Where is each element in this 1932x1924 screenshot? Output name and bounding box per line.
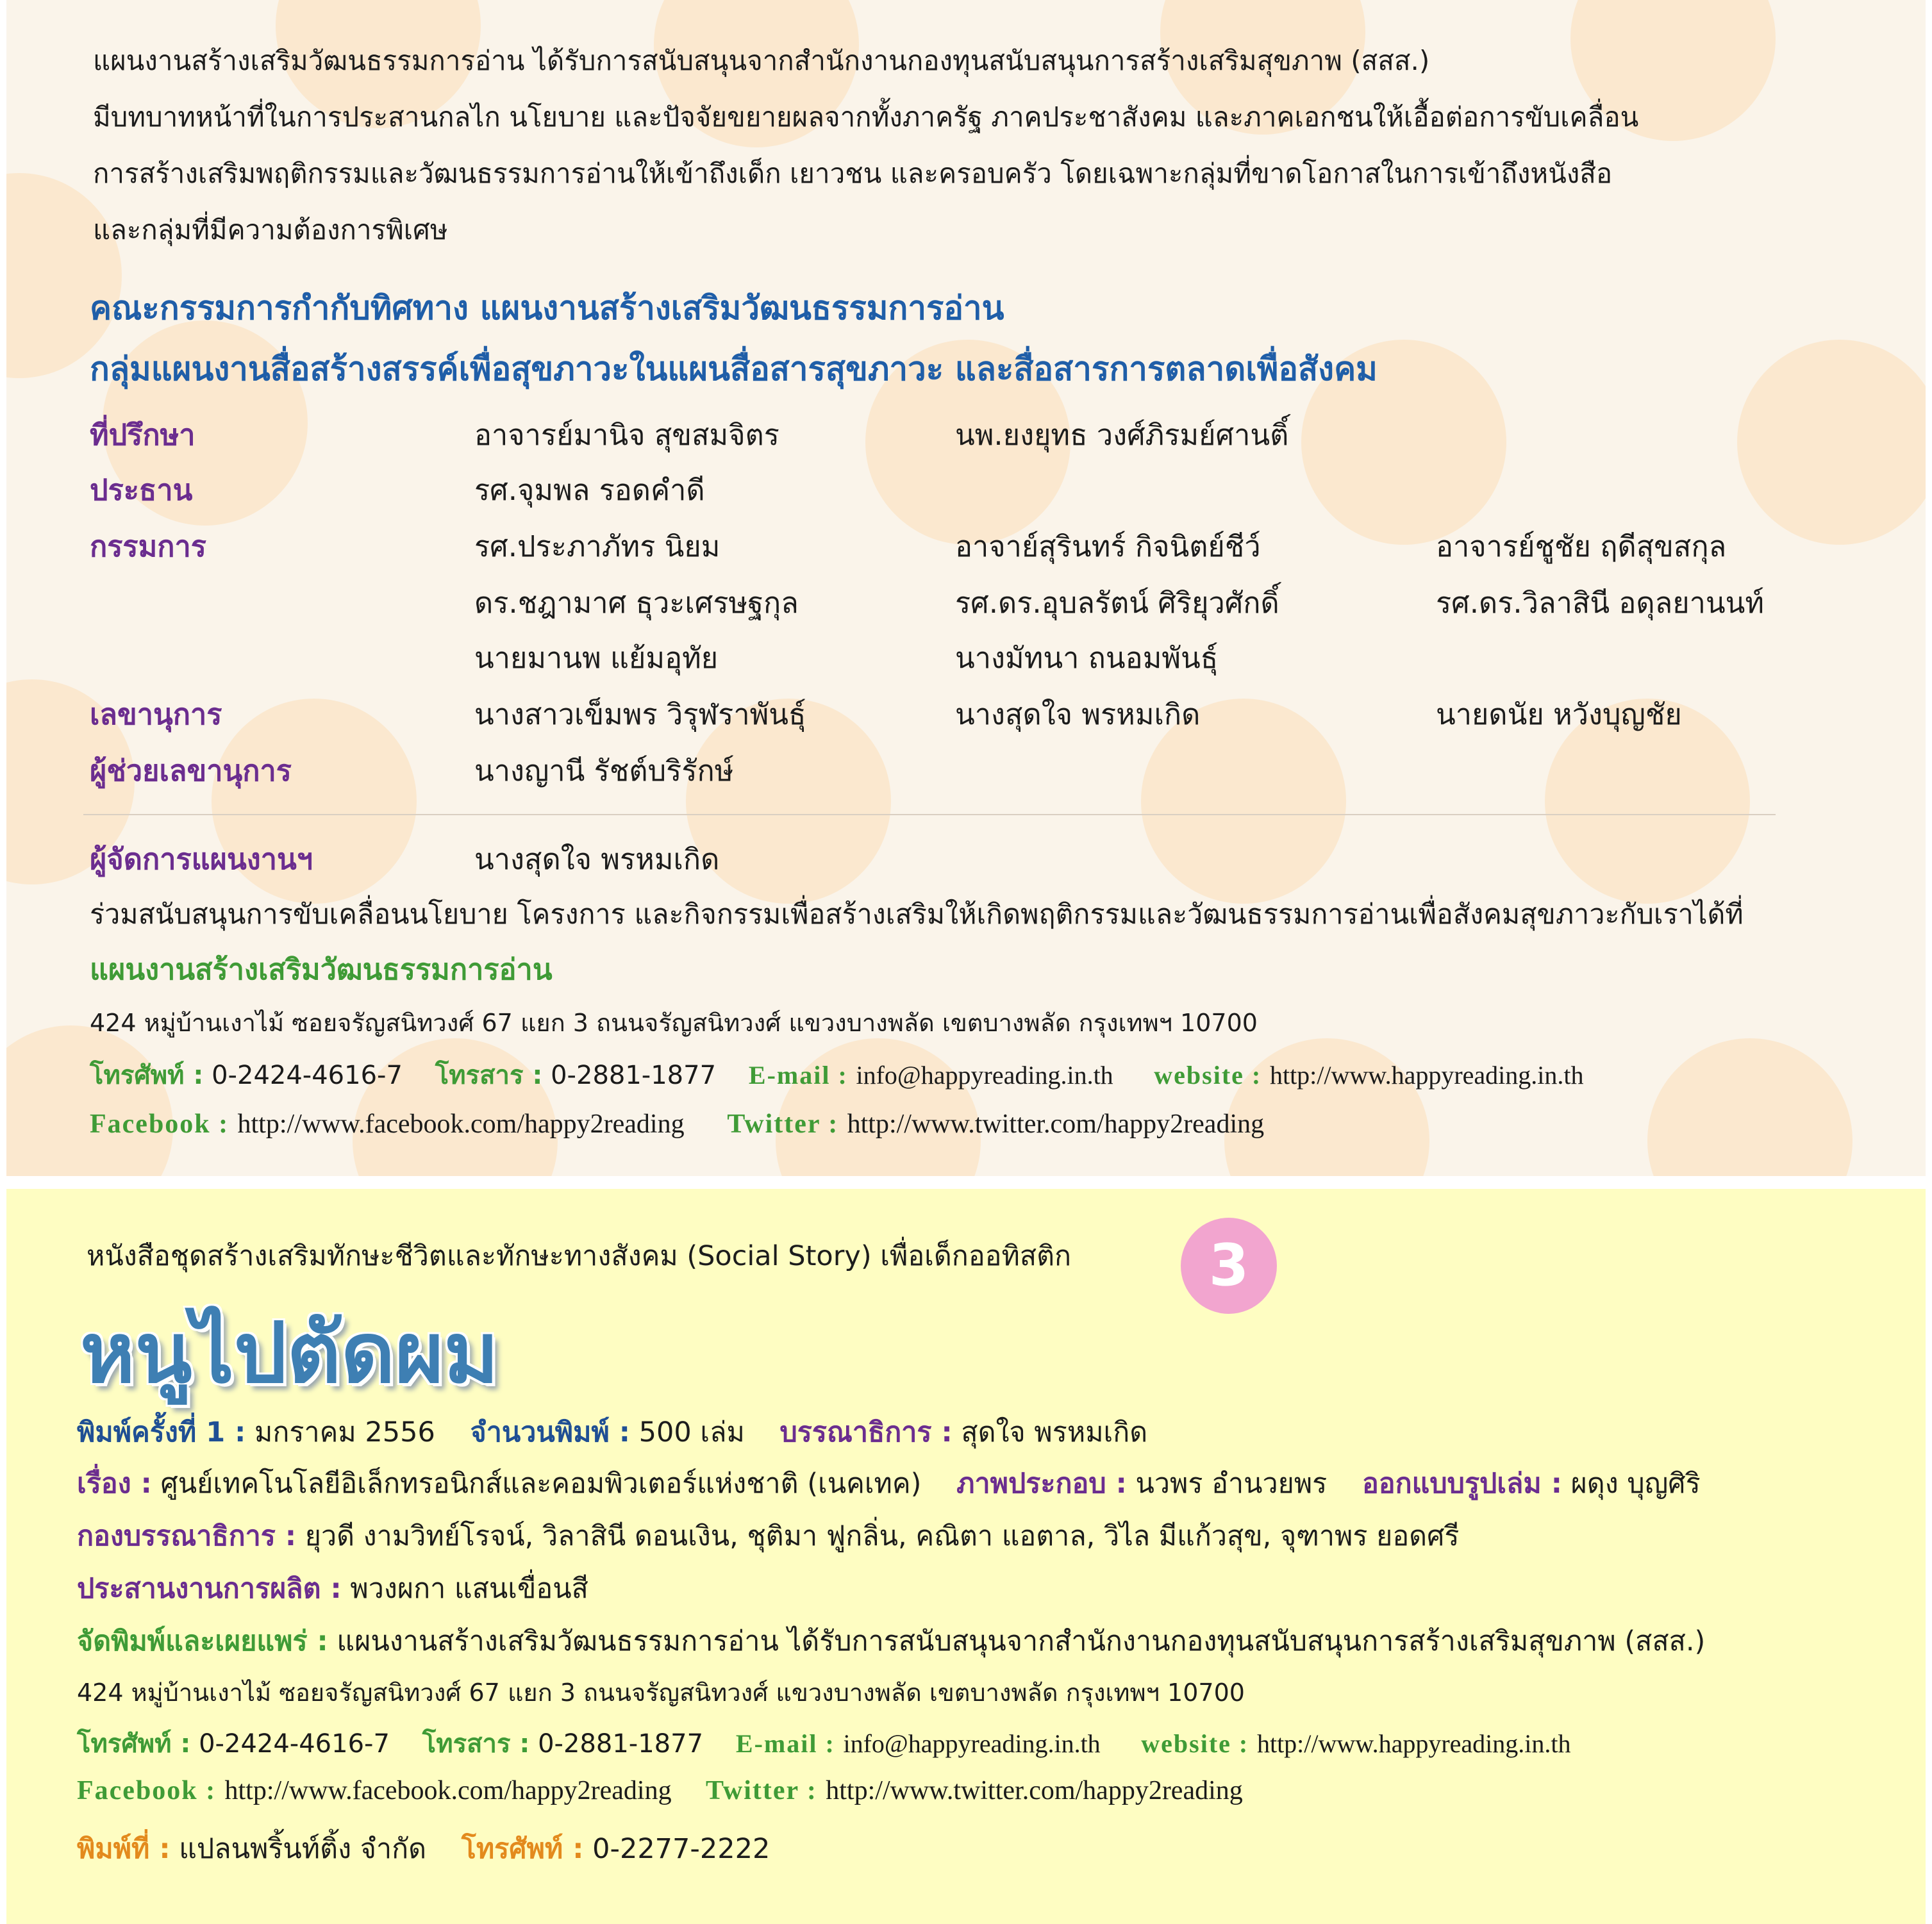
email-label: E-mail : <box>735 1729 835 1758</box>
secretary-name: นายดนัย หวังบุญชัย <box>1436 697 1682 731</box>
volume-number-badge: 3 <box>1181 1218 1277 1314</box>
printer-label: พิมพ์ที่ : <box>77 1833 171 1865</box>
tel-label: โทรศัพท์ : <box>90 1061 204 1090</box>
print-info-line <box>77 1410 1147 1454</box>
editor-value: สุดใจ พรหมเกิด <box>961 1416 1148 1448</box>
book-contact-line <box>77 1723 1571 1764</box>
quantity-label: จำนวนพิมพ์ : <box>470 1416 630 1448</box>
member-name: อาจารย์ชูชัย ฤดีสุขสกุล <box>1436 529 1727 563</box>
illustration-label: ภาพประกอบ : <box>956 1468 1127 1500</box>
quantity-value: 500 เล่ม <box>638 1416 745 1448</box>
secretary-name: นางสุดใจ พรหมเกิด <box>955 697 1201 731</box>
committee-heading-1: คณะกรรมการกำกับทิศทาง แผนงานสร้างเสริมวัฒนธรรมการอ่าน <box>90 290 1004 328</box>
coordination-value: พวงผกา แสนเขื่อนสี <box>350 1573 588 1605</box>
production-line <box>77 1566 588 1610</box>
twitter-link[interactable]: http://www.twitter.com/happy2reading <box>826 1776 1243 1805</box>
facebook-link[interactable]: http://www.facebook.com/happy2reading <box>224 1776 672 1805</box>
website-link[interactable]: http://www.happyreading.in.th <box>1269 1061 1584 1090</box>
tel-label: โทรศัพท์ : <box>77 1729 191 1759</box>
publisher-line <box>77 1619 1705 1663</box>
facebook-link[interactable]: http://www.facebook.com/happy2reading <box>237 1109 685 1139</box>
committee-heading-2: กลุ่มแผนงานสื่อสร้างสรรค์เพื่อสุขภาวะในแผนสื่อสารสุขภาวะ และสื่อสารการตลาดเพื่อสังคม <box>90 351 1378 388</box>
manager-label: ผู้จัดการแผนงานฯ <box>90 842 313 876</box>
support-text: ร่วมสนับสนุนการขับเคลื่อนนโยบาย โครงการ และกิจกรรมเพื่อสร้างเสริมให้เกิดพฤติกรรมและวัฒนธรรมการอ่านเพื่อสังคมสุขภาวะกับเราได้ที่ <box>90 899 1744 931</box>
contact-line <box>90 1054 1584 1095</box>
secretary-name: นางสาวเข็มพร วิรุฬราพันธุ์ <box>474 697 806 731</box>
advisor-name-1: อาจารย์มานิจ สุขสมจิตร <box>474 418 779 452</box>
book-social-line <box>77 1774 1243 1806</box>
series-title: หนังสือชุดสร้างเสริมทักษะชีวิตและทักษะทางสังคม (Social Story) เพื่อเด็กออทิสติก <box>87 1240 1072 1272</box>
fax-value: 0-2881-1877 <box>551 1061 717 1090</box>
printer-tel-label: โทรศัพท์ : <box>461 1833 584 1865</box>
board-label: กองบรรณาธิการ : <box>77 1520 297 1552</box>
editor-label: บรรณาธิการ : <box>779 1416 953 1448</box>
story-info-line <box>77 1461 1701 1505</box>
member-name: รศ.ดร.วิลาสินี อดุลยานนท์ <box>1436 586 1765 620</box>
story-value: ศูนย์เทคโนโลยีอิเล็กทรอนิกส์และคอมพิวเตอร์แห่งชาติ (เนคเทค) <box>160 1468 922 1500</box>
intro-line-4: และกลุ่มที่มีความต้องการพิเศษ <box>93 214 448 245</box>
website-link[interactable]: http://www.happyreading.in.th <box>1256 1729 1571 1758</box>
tel-value: 0-2424-4616-7 <box>212 1061 403 1090</box>
print-label: พิมพ์ครั้งที่ 1 : <box>77 1416 246 1448</box>
social-line <box>90 1107 1264 1140</box>
decorative-dot <box>1647 1038 1853 1176</box>
facebook-label: Facebook : <box>90 1109 229 1139</box>
intro-line-2: มีบทบาทหน้าที่ในการประสานกลไก นโยบาย และปัจจัยขยายผลจากทั้งภาครัฐ ภาคประชาสังคม และภาคเอกชนให้เอื้อต่อการขับเคลื่อน <box>93 101 1639 133</box>
fax-label: โทรสาร : <box>422 1729 530 1759</box>
advisor-name-2: นพ.ยงยุทธ วงศ์ภิรมย์ศานติ์ <box>955 418 1289 452</box>
printer-value: แปลนพริ้นท์ติ้ง จำกัด <box>179 1833 427 1865</box>
chair-label: ประธาน <box>90 473 193 507</box>
advisor-label: ที่ปรึกษา <box>90 418 196 452</box>
support-address: 424 หมู่บ้านเงาไม้ ซอยจรัญสนิทวงศ์ 67 แยก 3 ถนนจรัญสนิทวงศ์ แขวงบางพลัด เขตบางพลัด กรุงเทพฯ 10700 <box>90 1009 1258 1037</box>
publisher-value: แผนงานสร้างเสริมวัฒนธรรมการอ่าน ได้รับการสนับสนุนจากสำนักงานกองทุนสนับสนุนการสร้างเสริมสุขภาพ (สสส.) <box>337 1625 1706 1657</box>
website-label: website : <box>1141 1729 1249 1758</box>
website-label: website : <box>1154 1061 1262 1090</box>
assistant-secretary-label: ผู้ช่วยเลขานุการ <box>90 754 292 788</box>
email-link[interactable]: info@happyreading.in.th <box>856 1061 1113 1090</box>
intro-line-1: แผนงานสร้างเสริมวัฒนธรรมการอ่าน ได้รับการสนับสนุนจากสำนักงานกองทุนสนับสนุนการสร้างเสริมสุขภาพ (สสส.) <box>93 45 1430 76</box>
book-address: 424 หมู่บ้านเงาไม้ ซอยจรัญสนิทวงศ์ 67 แยก 3 ถนนจรัญสนิทวงศ์ แขวงบางพลัด เขตบางพลัด กรุงเทพฯ 10700 <box>77 1679 1245 1707</box>
decorative-dot <box>1737 340 1926 545</box>
assistant-secretary-name: นางญานี รัชต์บริรักษ์ <box>474 754 734 788</box>
printer-line <box>77 1827 770 1870</box>
decorative-dot <box>6 1025 173 1176</box>
book-title: หนูไปตัดผม <box>80 1304 499 1402</box>
member-name: นางมัทนา ถนอมพันธุ์ <box>955 641 1219 675</box>
member-name: ดร.ชฎามาศ ธุวะเศรษฐกุล <box>474 586 799 620</box>
email-label: E-mail : <box>748 1061 848 1090</box>
illustration-value: นวพร อำนวยพร <box>1135 1468 1328 1500</box>
twitter-label: Twitter : <box>727 1109 839 1139</box>
credits-panel <box>6 0 1926 1176</box>
design-label: ออกแบบรูปเล่ม : <box>1362 1468 1562 1500</box>
member-name: นายมานพ แย้มอุทัย <box>474 641 719 675</box>
printer-tel-value: 0-2277-2222 <box>592 1833 770 1865</box>
story-label: เรื่อง : <box>77 1468 152 1500</box>
twitter-label: Twitter : <box>706 1776 817 1805</box>
members-label: กรรมการ <box>90 529 206 563</box>
print-value: มกราคม 2556 <box>254 1416 435 1448</box>
fax-value: 0-2881-1877 <box>538 1729 704 1759</box>
member-name: อาจาย์สุรินทร์ กิจนิตย์ชีว์ <box>955 529 1261 563</box>
intro-line-3: การสร้างเสริมพฤติกรรมและวัฒนธรรมการอ่านให้เข้าถึงเด็ก เยาวชน และครอบครัว โดยเฉพาะกลุ่มที่ขาดโอกาสในการเข้าถึงหนังสือ <box>93 158 1613 189</box>
editorial-board-line <box>77 1514 1460 1557</box>
twitter-link[interactable]: http://www.twitter.com/happy2reading <box>847 1109 1265 1139</box>
fax-label: โทรสาร : <box>435 1061 543 1090</box>
chair-name: รศ.จุมพล รอดคำดี <box>474 473 705 507</box>
facebook-label: Facebook : <box>77 1776 217 1805</box>
tel-value: 0-2424-4616-7 <box>199 1729 390 1759</box>
publisher-label: จัดพิมพ์และเผยแพร่ : <box>77 1625 328 1657</box>
board-value: ยุวดี งามวิทย์โรจน์, วิลาสินี ดอนเงิน, ชุติมา ฟูกลิ่น, คณิตา แอตาล, วิไล มีแก้วสุข, จุฑาพร ยอดศรี <box>304 1520 1460 1552</box>
design-value: ผดุง บุญศิริ <box>1570 1468 1701 1500</box>
coordination-label: ประสานงานการผลิต : <box>77 1573 342 1605</box>
member-name: รศ.ดร.อุบลรัตน์ ศิริยุวศักดิ์ <box>955 586 1279 620</box>
manager-name: นางสุดใจ พรหมเกิด <box>474 842 720 876</box>
support-org: แผนงานสร้างเสริมวัฒนธรรมการอ่าน <box>90 952 553 986</box>
email-link[interactable]: info@happyreading.in.th <box>843 1729 1101 1758</box>
secretary-label: เลขานุการ <box>90 697 222 731</box>
member-name: รศ.ประภาภัทร นิยม <box>474 529 720 563</box>
section-divider <box>83 814 1776 815</box>
